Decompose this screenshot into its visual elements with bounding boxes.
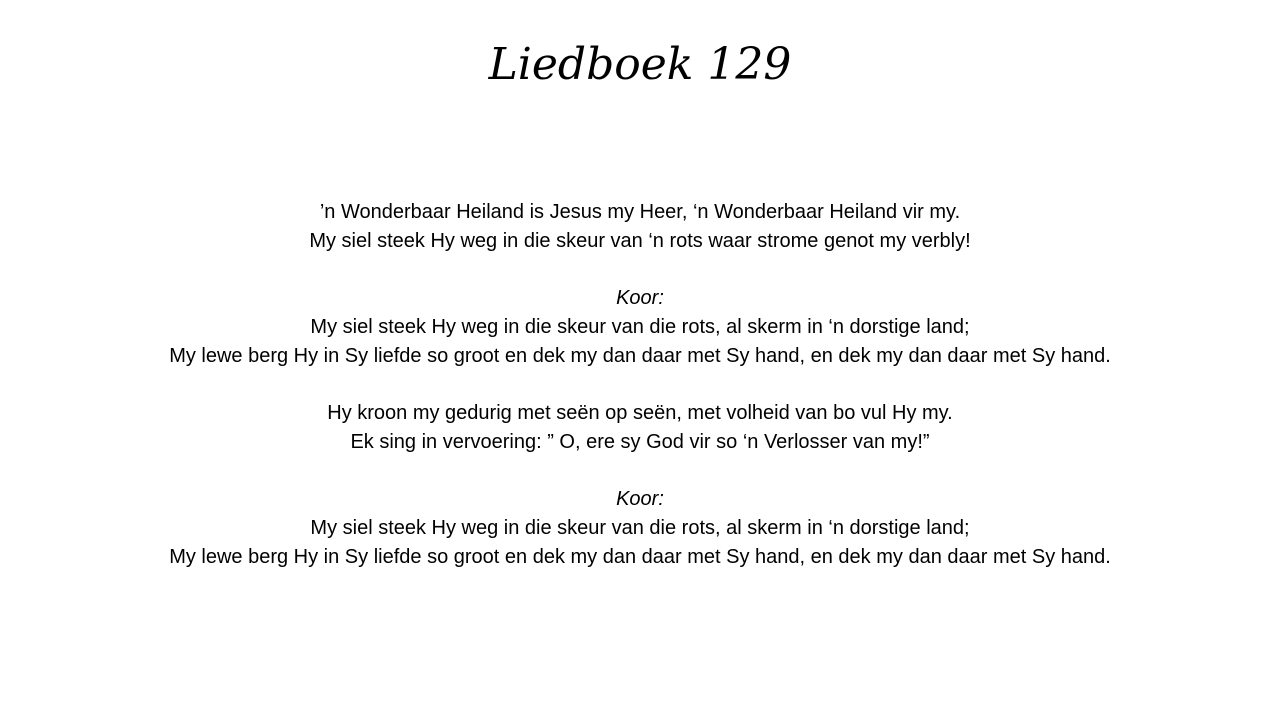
- verse2-line2: Ek sing in vervoering: ” O, ere sy God vir so ‘n Verlosser van my!”: [350, 431, 930, 453]
- chorus2-line2: My lewe berg Hy in Sy liefde so groot en dek my dan daar met Sy hand, en dek my dan daar met Sy hand.: [169, 546, 1111, 568]
- spacer: [0, 256, 1280, 284]
- verse1-line2: My siel steek Hy weg in die skeur van ‘n rots waar strome genot my verbly!: [309, 230, 971, 252]
- chorus2-line1: My siel steek Hy weg in die skeur van die rots, al skerm in ‘n dorstige land;: [310, 517, 970, 539]
- verse2-line1: Hy kroon my gedurig met seën op seën, met volheid van bo vul Hy my.: [327, 402, 953, 424]
- lyrics-body: [0, 198, 1280, 572]
- verse1-line1: ’n Wonderbaar Heiland is Jesus my Heer, ‘n Wonderbaar Heiland vir my.: [319, 201, 961, 223]
- spacer: [0, 371, 1280, 399]
- slide-title: Liedboek 129: [488, 39, 792, 90]
- chorus1-line1: My siel steek Hy weg in die skeur van die rots, al skerm in ‘n dorstige land;: [310, 316, 970, 338]
- spacer: [0, 457, 1280, 485]
- chorus1-line2: My lewe berg Hy in Sy liefde so groot en dek my dan daar met Sy hand, en dek my dan daar met Sy hand.: [169, 345, 1111, 367]
- chorus2-label: Koor:: [616, 488, 664, 510]
- chorus1-label: Koor:: [616, 287, 664, 309]
